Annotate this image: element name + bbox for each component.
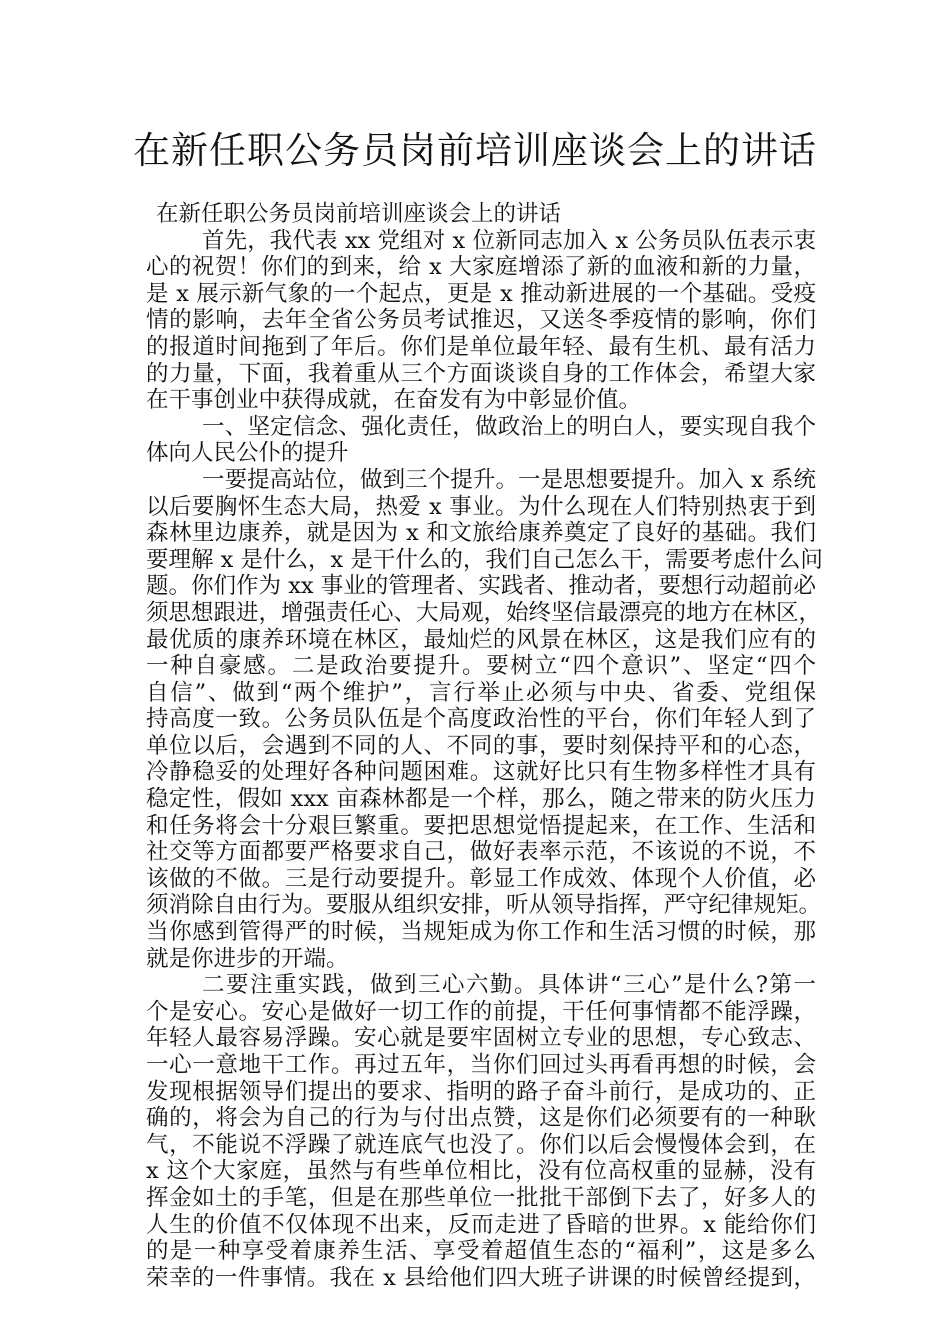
- text-line: 的是一种享受着康养生活、享受着超值生态的“福利”，这是多么: [146, 1238, 816, 1265]
- text-line: 挥金如土的手笔，但是在那些单位一批批干部倒下去了，好多人的: [146, 1184, 816, 1211]
- text-line: 情的影响，去年全省公务员考试推迟，又送冬季疫情的影响，你们: [146, 307, 816, 334]
- text-line: 要理解 x 是什么，x 是干什么的，我们自己怎么干，需要考虑什么问: [146, 546, 823, 573]
- text-line: 一种自豪感。二是政治要提升。要树立“四个意识”、坚定“四个: [146, 653, 816, 680]
- text-line: 自信”、做到“两个维护”，言行举止必须与中央、省委、党组保: [146, 679, 816, 706]
- text-line: 一、坚定信念、强化责任，做政治上的明白人，要实现自我个: [202, 413, 816, 440]
- text-line: 须消除自由行为。要服从组织安排，听从领导指挥，严守纪律规矩。: [146, 892, 822, 919]
- text-line: 荣幸的一件事情。我在 x 县给他们四大班子讲课的时候曾经提到，: [146, 1264, 816, 1291]
- text-line: x 这个大家庭，虽然与有些单位相比，没有位高权重的显赫，没有: [146, 1158, 816, 1185]
- text-line: 持高度一致。公务员队伍是个高度政治性的平台，你们年轻人到了: [146, 706, 816, 733]
- text-line: 就是你进步的开端。: [146, 945, 349, 972]
- text-line: 的力量，下面，我着重从三个方面谈谈自身的工作体会，希望大家: [146, 360, 816, 387]
- text-line: 个是安心。安心是做好一切工作的前提，干任何事情都不能浮躁，: [146, 998, 816, 1025]
- text-line: 人生的价值不仅体现不出来，反而走进了昏暗的世界。x 能给你们: [146, 1211, 816, 1238]
- text-line: 发现根据领导们提出的要求、指明的路子奋斗前行，是成功的、正: [146, 1078, 816, 1105]
- document-subtitle: 在新任职公务员岗前培训座谈会上的讲话: [156, 201, 562, 227]
- text-line: 首先，我代表 xx 党组对 x 位新同志加入 x 公务员队伍表示衷: [202, 227, 816, 254]
- text-line: 须思想跟进，增强责任心、大局观，始终坚信最漂亮的地方在林区，: [146, 599, 822, 626]
- text-line: 单位以后，会遇到不同的人、不同的事，要时刻保持平和的心态，: [146, 732, 816, 759]
- text-line: 体向人民公仆的提升: [146, 440, 349, 467]
- text-line: 题。你们作为 xx 事业的管理者、实践者、推动者，要想行动超前必: [146, 573, 816, 600]
- text-line: 和任务将会十分艰巨繁重。要把思想觉悟提起来，在工作、生活和: [146, 812, 816, 839]
- text-line: 森林里边康养，就是因为 x 和文旅给康养奠定了良好的基础。我们: [146, 520, 816, 547]
- text-line: 年轻人最容易浮躁。安心就是要牢固树立专业的思想，专心致志、: [146, 1025, 816, 1052]
- text-line: 以后要胸怀生态大局，热爱 x 事业。为什么现在人们特别热衷于到: [146, 493, 816, 520]
- text-line: 稳定性，假如 xxx 亩森林都是一个样，那么，随之带来的防火压力: [146, 786, 816, 813]
- text-line: 一要提高站位，做到三个提升。一是思想要提升。加入 x 系统: [202, 466, 816, 493]
- text-line: 气，不能说不浮躁了就连底气也没了。你们以后会慢慢体会到，在: [146, 1131, 816, 1158]
- text-line: 冷静稳妥的处理好各种问题困难。这就好比只有生物多样性才具有: [146, 759, 816, 786]
- text-line: 当你感到管得严的时候，当规矩成为你工作和生活习惯的时候，那: [146, 919, 816, 946]
- text-line: 最优质的康养环境在林区，最灿烂的风景在林区，这是我们应有的: [146, 626, 816, 653]
- text-line: 的报道时间拖到了年后。你们是单位最年轻、最有生机、最有活力: [146, 333, 816, 360]
- text-line: 一心一意地干工作。再过五年，当你们回过头再看再想的时候，会: [146, 1052, 816, 1078]
- text-line: 二要注重实践，做到三心六勤。具体讲“三心”是什么?第一: [202, 972, 816, 999]
- text-line: 确的，将会为自己的行为与付出点赞，这是你们必须要有的一种耿: [146, 1105, 816, 1132]
- text-line: 在干事创业中获得成就，在奋发有为中彰显价值。: [146, 387, 642, 414]
- document-title: 在新任职公务员岗前培训座谈会上的讲话: [133, 129, 817, 172]
- text-line: 该做的不做。三是行动要提升。彰显工作成效、体现个人价值，必: [146, 865, 816, 892]
- document-body: [146, 201, 823, 1291]
- text-line: 社交等方面都要严格要求自己，做好表率示范，不该说的不说，不: [146, 839, 816, 866]
- text-line: 是 x 展示新气象的一个起点，更是 x 推动新进展的一个基础。受疫: [146, 280, 816, 307]
- text-line: 心的祝贺！你们的到来，给 x 大家庭增添了新的血液和新的力量，: [146, 254, 816, 281]
